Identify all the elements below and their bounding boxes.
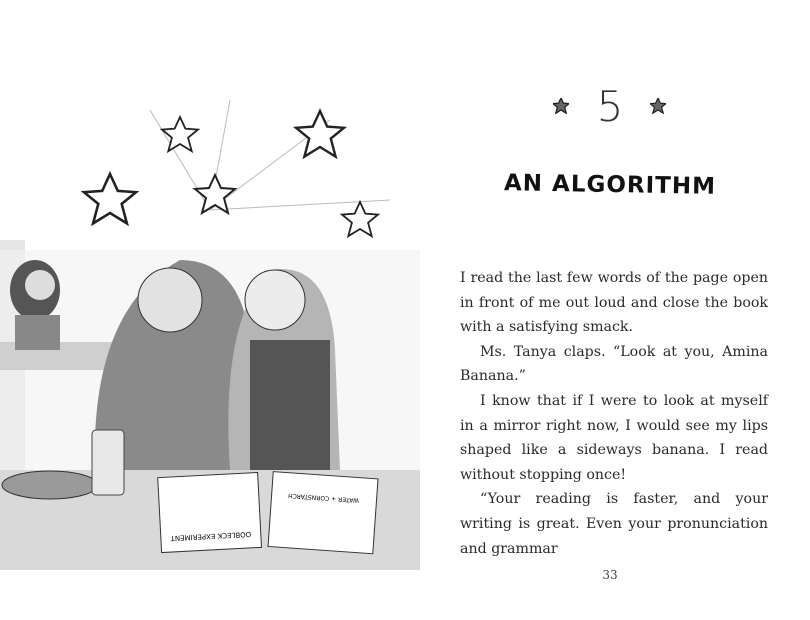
paragraph: I know that if I were to look at myself in a mirror right now, I would see my lips shaped like a sideways banana. I read without stopping once!	[460, 392, 768, 483]
paragraph: I read the last few words of the page open in front of me out loud and close the book with a satisfying smack.	[460, 270, 768, 336]
worksheet	[158, 472, 262, 552]
body-text	[460, 266, 768, 561]
chapter-number: 5	[596, 82, 624, 131]
illustration-girls-celebrating	[0, 90, 420, 570]
star-icon	[650, 98, 666, 114]
star-icon	[84, 111, 378, 236]
paragraph: “Your reading is faster, and your writing is great. Even your pronunciation and grammar	[460, 491, 768, 557]
worksheet-title: OOBLECK EXPERIMENT	[170, 529, 252, 543]
worksheet	[268, 472, 378, 554]
chapter-title: AN ALGORITHM	[503, 170, 717, 200]
page-number: 33	[602, 568, 618, 582]
worksheet-subtitle: WATER + CORNSTARCH	[287, 491, 360, 504]
paragraph: Ms. Tanya claps. “Look at you, Amina Banana.”	[460, 343, 768, 385]
